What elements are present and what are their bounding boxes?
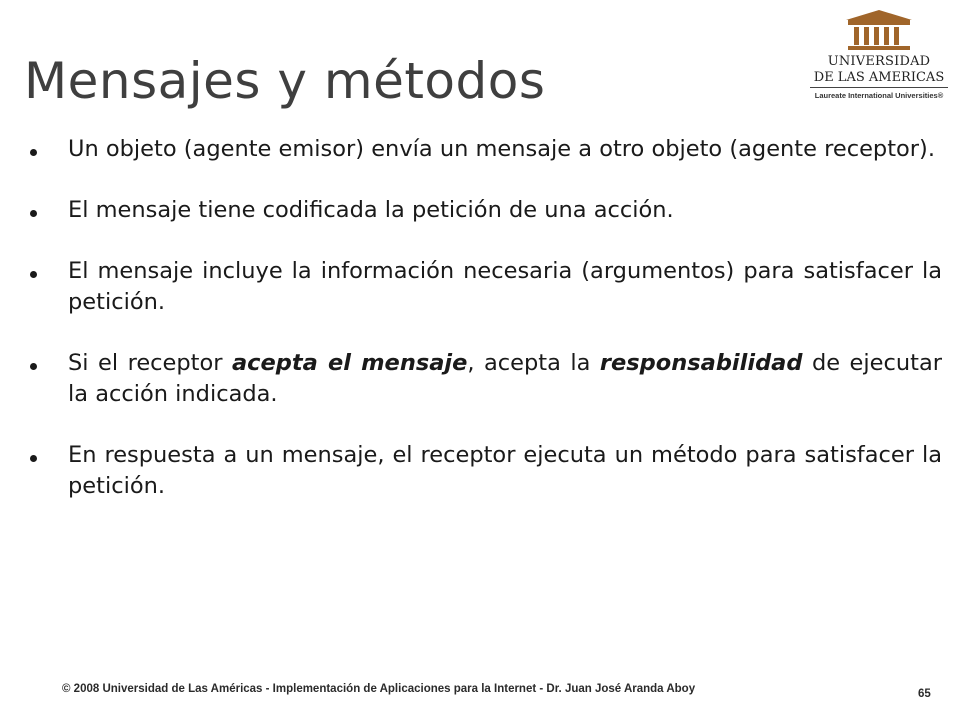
- bullet-text-segment: de ejecutar la acción indicada.: [68, 350, 942, 407]
- bullet-item: [30, 134, 942, 165]
- university-logo: [808, 8, 950, 100]
- bullet-text-segment: , acepta la: [467, 350, 600, 376]
- logo-text-de-las-americas: DE LAS AMERICAS: [813, 70, 945, 85]
- bullet-item: [30, 348, 942, 410]
- building-roof: [846, 10, 912, 20]
- building-column: [854, 27, 859, 45]
- building-column: [874, 27, 879, 45]
- building-column: [894, 27, 899, 45]
- bullet-text: [68, 197, 674, 223]
- bullet-text: [68, 258, 942, 315]
- bullet-list: [30, 134, 942, 532]
- bullet-text-segment: El mensaje incluye la información necesaria (argumentos) para satisfacer la petición.: [68, 258, 942, 315]
- building-entablature: [848, 20, 910, 25]
- bullet-dot-icon: [30, 363, 37, 370]
- bullet-item: [30, 440, 942, 502]
- bullet-dot-icon: [30, 271, 37, 278]
- logo-text-universidad: UNIVERSIDAD: [827, 54, 931, 69]
- emphasized-text: responsabilidad: [599, 350, 803, 376]
- footer-copyright: © 2008 Universidad de Las Américas - Implementación de Aplicaciones para la Internet - Dr. Juan José Aranda Aboy: [62, 683, 696, 695]
- bullet-dot-icon: [30, 149, 37, 156]
- page-number: 65: [918, 688, 931, 700]
- building-base: [848, 46, 910, 50]
- building-column: [864, 27, 869, 45]
- building-column: [884, 27, 889, 45]
- bullet-text: [68, 442, 942, 499]
- logo-subtitle: Laureate International Universities®: [814, 91, 944, 100]
- logo-divider: [810, 87, 948, 88]
- bullet-text-segment: Si el receptor: [68, 350, 232, 376]
- bullet-dot-icon: [30, 455, 37, 462]
- bullet-text: [68, 350, 942, 407]
- bullet-text: [68, 136, 935, 162]
- bullet-item: [30, 195, 942, 226]
- emphasized-text: acepta el mensaje: [232, 350, 468, 376]
- slide-title: Mensajes y métodos: [24, 52, 546, 110]
- bullet-text-segment: El mensaje tiene codificada la petición de una acción.: [68, 197, 674, 223]
- bullet-item: [30, 256, 942, 318]
- building-icon: [808, 8, 950, 54]
- bullet-text-segment: En respuesta a un mensaje, el receptor ejecuta un método para satisfacer la petición.: [68, 442, 942, 499]
- bullet-text-segment: Un objeto (agente emisor) envía un mensaje a otro objeto (agente receptor).: [68, 136, 935, 162]
- bullet-dot-icon: [30, 210, 37, 217]
